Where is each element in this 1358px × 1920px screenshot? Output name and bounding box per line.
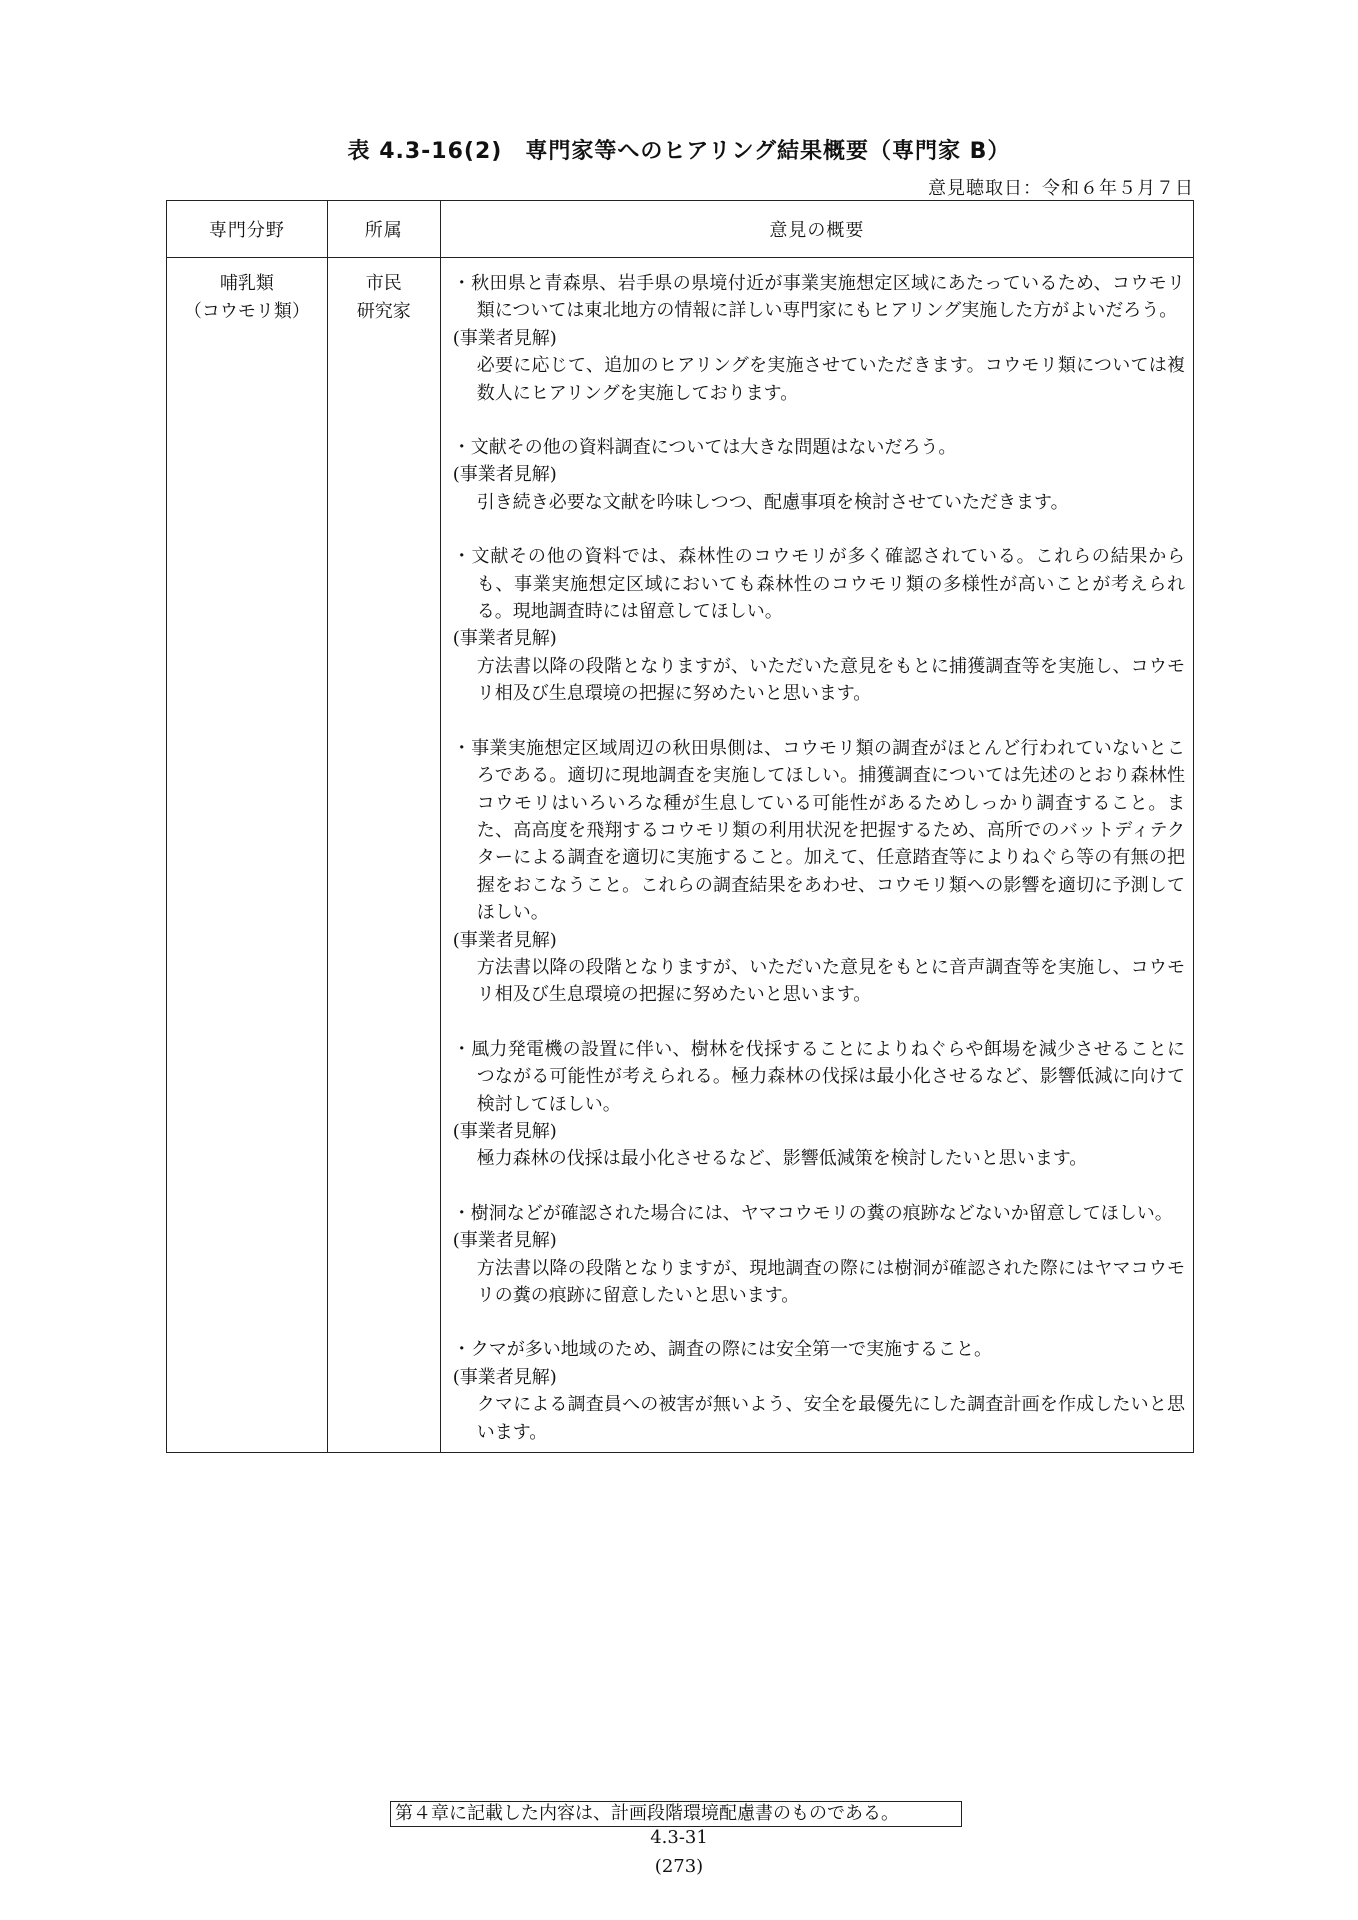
response-label: (事業者見解) (452, 628, 557, 650)
table-row (167, 258, 1194, 1453)
field-line-1: 哺乳類 (219, 273, 274, 294)
page-number: 4.3-31 (650, 1827, 708, 1848)
table-header-row (167, 201, 1194, 258)
response-text: 極力森林の伐採は最小化させるなど、影響低減策を検討したいと思います。 (476, 1148, 1088, 1170)
opinion-item-5 (453, 1036, 1185, 1173)
header-field: 専門分野 (167, 201, 328, 258)
opinion-text: ・秋田県と青森県、岩手県の県境付近が事業実施想定区域にあたっているため、コウモリ類については東北地方の情報に詳しい専門家にもヒアリング実施した方がよいだろう。 (452, 273, 1185, 322)
opinion-item-1 (453, 270, 1185, 407)
hearing-date: 意見聴取日：令和６年５月７日 (928, 178, 1194, 199)
response-label: (事業者見解) (452, 1230, 557, 1252)
field-cell (167, 258, 328, 1453)
header-summary: 意見の概要 (440, 201, 1193, 258)
hearing-table (166, 200, 1194, 1453)
response-text: 方法書以降の段階となりますが、いただいた意見をもとに音声調査等を実施し、コウモリ相及び生息環境の把握に努めたいと思います。 (476, 956, 1185, 1006)
opinion-item-6 (453, 1200, 1185, 1310)
opinion-item-3 (453, 543, 1185, 707)
affiliation-cell (327, 258, 440, 1453)
opinion-text: ・樹洞などが確認された場合には、ヤマコウモリの糞の痕跡などないか留意してほしい。 (452, 1202, 1173, 1224)
affiliation-line-1: 市民 (365, 273, 402, 294)
page-sub-number: (273) (654, 1856, 704, 1877)
response-label: (事業者見解) (452, 464, 557, 486)
opinion-item-4 (453, 735, 1185, 1009)
header-affiliation: 所属 (327, 201, 440, 258)
table-title: 表 4.3-16(2) 専門家等へのヒアリング結果概要（専門家 B） (347, 139, 1011, 164)
response-text: 引き続き必要な文献を吟味しつつ、配慮事項を検討させていただきます。 (476, 491, 1069, 513)
affiliation-line-2: 研究家 (356, 301, 411, 322)
opinion-text: ・風力発電機の設置に伴い、樹林を伐採することによりねぐらや餌場を減少させることにつながる可能性が考えられる。極力森林の伐採は最小化させるなど、影響低減に向けて検討してほしい。 (452, 1038, 1185, 1115)
response-label: (事業者見解) (452, 1366, 557, 1388)
response-label: (事業者見解) (452, 327, 557, 349)
response-label: (事業者見解) (452, 929, 557, 951)
footer-note: 第４章に記載した内容は、計画段階環境配慮書のものである。 (390, 1801, 962, 1827)
opinion-text: ・クマが多い地域のため、調査の際には安全第一で実施すること。 (452, 1339, 993, 1361)
response-text: 必要に応じて、追加のヒアリングを実施させていただきます。コウモリ類については複数人にヒアリングを実施しております。 (476, 355, 1185, 404)
response-text: 方法書以降の段階となりますが、現地調査の際には樹洞が確認された際にはヤマコウモリの糞の痕跡に留意したいと思います。 (476, 1257, 1185, 1306)
opinion-text: ・事業実施想定区域周辺の秋田県側は、コウモリ類の調査がほとんど行われていないところである。適切に現地調査を実施してほしい。捕獲調査については先述のとおり森林性コウモリはいろいろな種が生息している可能性があるためしっかり調査すること。また、高高度を飛翔するコウモリ類の利用状況を把握するため、高所でのバットディテクターによる調査を適切に実施すること。加えて、任意踏査等によりねぐら等の有無の把握をおこなうこと。これらの調査結果をあわせ、コウモリ類への影響を適切に予測してほしい。 (452, 737, 1185, 924)
opinion-text: ・文献その他の資料では、森林性のコウモリが多く確認されている。これらの結果からも、事業実施想定区域においても森林性のコウモリ類の多様性が高いことが考えられる。現地調査時には留意してほしい。 (452, 546, 1185, 623)
opinion-item-2 (453, 434, 1185, 516)
opinion-text: ・文献その他の資料調査については大きな問題はないだろう。 (452, 437, 957, 459)
response-text: 方法書以降の段階となりますが、いただいた意見をもとに捕獲調査等を実施し、コウモリ相及び生息環境の把握に努めたいと思います。 (476, 655, 1185, 705)
summary-cell (440, 258, 1193, 1453)
response-text: クマによる調査員への被害が無いよう、安全を最優先にした調査計画を作成したいと思います。 (476, 1394, 1185, 1443)
field-line-2: （コウモリ類） (183, 301, 310, 322)
response-label: (事業者見解) (452, 1120, 557, 1142)
opinion-item-7 (453, 1336, 1185, 1446)
